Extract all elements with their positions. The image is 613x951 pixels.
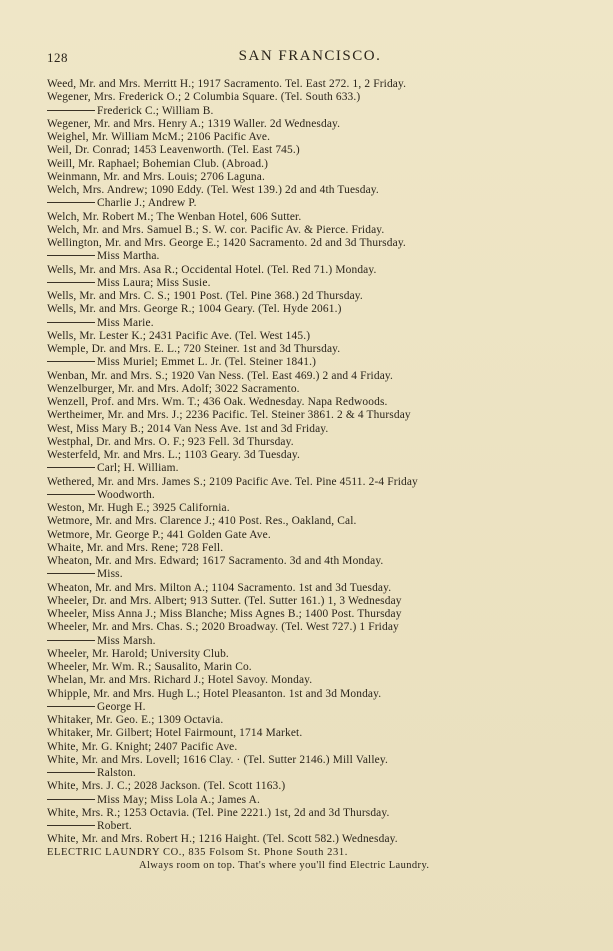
directory-entry — [47, 436, 573, 449]
directory-entry — [47, 330, 573, 343]
entry-text: Miss Marie. — [97, 316, 154, 329]
entry-text: Welch, Mr. Robert M.; The Wenban Hotel, 606 Sutter. — [47, 210, 302, 223]
directory-entry-continuation — [47, 635, 573, 648]
directory-entry — [47, 621, 573, 634]
directory-entry — [47, 370, 573, 383]
entry-text: Whaite, Mr. and Mrs. Rene; 728 Fell. — [47, 541, 224, 554]
directory-entry — [47, 476, 573, 489]
directory-entry-continuation — [47, 462, 573, 475]
continuation-dash — [47, 322, 95, 323]
directory-entry — [47, 423, 573, 436]
directory-entry — [47, 608, 573, 621]
directory-entry-continuation — [47, 105, 573, 118]
entry-text: White, Mrs. R.; 1253 Octavia. (Tel. Pine 2221.) 1st, 2d and 3d Thursday. — [47, 806, 390, 819]
entry-text: Woodworth. — [97, 488, 155, 501]
entry-text: Wetmore, Mr. George P.; 441 Golden Gate Ave. — [47, 528, 271, 541]
directory-entry-continuation — [47, 820, 573, 833]
directory-entry — [47, 727, 573, 740]
entry-text: Weighel, Mr. William McM.; 2106 Pacific Ave. — [47, 131, 271, 143]
entry-text: West, Miss Mary B.; 2014 Van Ness Ave. 1st and 3d Friday. — [47, 422, 329, 435]
directory-entry — [47, 449, 573, 462]
directory-entry-continuation — [47, 767, 573, 780]
directory-entry — [47, 688, 573, 701]
entry-text: White, Mrs. J. C.; 2028 Jackson. (Tel. Scott 1163.) — [47, 780, 286, 793]
entry-text: Wegener, Mrs. Frederick O.; 2 Columbia Square. (Tel. South 633.) — [47, 91, 361, 104]
directory-entry — [47, 542, 573, 555]
advertisement-line-1: ELECTRIC LAUNDRY CO., 835 Folsom St. Phone South 231. — [47, 846, 348, 858]
directory-entry — [47, 303, 573, 316]
entry-text: Wenban, Mr. and Mrs. S.; 1920 Van Ness. (Tel. East 469.) 2 and 4 Friday. — [47, 369, 394, 382]
entry-text: Frederick C.; William B. — [97, 104, 214, 117]
entry-text: Wheeler, Mr. Wm. R.; Sausalito, Marin Co. — [47, 661, 252, 673]
continuation-dash — [47, 494, 95, 495]
entry-text: Westphal, Dr. and Mrs. O. F.; 923 Fell. 3d Thursday. — [47, 435, 294, 448]
entry-text: Wheeler, Dr. and Mrs. Albert; 913 Sutter. (Tel. Sutter 161.) 1, 3 Wednesday — [47, 594, 402, 607]
directory-entry-continuation — [47, 277, 573, 290]
entry-text: Carl; H. William. — [97, 462, 179, 475]
directory-entries — [47, 78, 573, 847]
directory-entry — [47, 383, 573, 396]
entry-text: Miss May; Miss Lola A.; James A. — [97, 793, 261, 806]
entry-text: Weill, Mr. Raphael; Bohemian Club. (Abroad.) — [47, 157, 269, 170]
continuation-dash — [47, 202, 95, 203]
entry-text: Weil, Dr. Conrad; 1453 Leavenworth. (Tel. East 745.) — [47, 144, 300, 157]
directory-entry — [47, 211, 573, 224]
entry-text: White, Mr. and Mrs. Robert H.; 1216 Haight. (Tel. Scott 582.) Wednesday. — [47, 833, 398, 846]
entry-text: Wethered, Mr. and Mrs. James S.; 2109 Pacific Ave. Tel. Pine 4511. 2-4 Friday — [47, 475, 418, 488]
entry-text: Whitaker, Mr. Geo. E.; 1309 Octavia. — [47, 714, 224, 726]
page-number: 128 — [47, 50, 68, 65]
entry-text: Wells, Mr. and Mrs. Asa R.; Occidental Hotel. (Tel. Red 71.) Monday. — [47, 263, 377, 276]
directory-entry-continuation — [47, 356, 573, 369]
entry-text: Weed, Mr. and Mrs. Merritt H.; 1917 Sacramento. Tel. East 272. 1, 2 Friday. — [47, 78, 407, 90]
continuation-dash — [47, 467, 95, 468]
entry-text: Weinmann, Mr. and Mrs. Louis; 2706 Laguna. — [47, 170, 265, 183]
entry-text: Westerfeld, Mr. and Mrs. L.; 1103 Geary. 3d Tuesday. — [47, 449, 301, 461]
directory-entry — [47, 91, 573, 104]
entry-text: Miss. — [97, 568, 123, 581]
directory-entry — [47, 555, 573, 568]
directory-entry-continuation — [47, 317, 573, 330]
directory-entry — [47, 741, 573, 754]
directory-entry — [47, 396, 573, 409]
directory-entry-continuation — [47, 197, 573, 210]
directory-entry — [47, 674, 573, 687]
directory-entry-continuation — [47, 701, 573, 714]
entry-text: Welch, Mrs. Andrew; 1090 Eddy. (Tel. West 139.) 2d and 4th Tuesday. — [47, 184, 379, 196]
entry-text: Wells, Mr. Lester K.; 2431 Pacific Ave. (Tel. West 145.) — [47, 329, 311, 342]
directory-entry — [47, 237, 573, 250]
directory-entry — [47, 158, 573, 171]
entry-text: Miss Marsh. — [97, 634, 156, 647]
entry-text: Wheaton, Mr. and Mrs. Edward; 1617 Sacramento. 3d and 4th Monday. — [47, 555, 384, 567]
entry-text: Wellington, Mr. and Mrs. George E.; 1420 Sacramento. 2d and 3d Thursday. — [47, 237, 406, 249]
entry-text: Wheaton, Mr. and Mrs. Milton A.; 1104 Sacramento. 1st and 3d Tuesday. — [47, 581, 392, 594]
entry-text: Wenzell, Prof. and Mrs. Wm. T.; 436 Oak. Wednesday. Napa Redwoods. — [47, 396, 388, 408]
entry-text: Wenzelburger, Mr. and Mrs. Adolf; 3022 Sacramento. — [47, 382, 300, 395]
entry-text: Charlie J.; Andrew P. — [97, 197, 197, 210]
entry-text: Miss Muriel; Emmet L. Jr. (Tel. Steiner 1841.) — [97, 356, 317, 369]
directory-entry — [47, 661, 573, 674]
entry-text: White, Mr. G. Knight; 2407 Pacific Ave. — [47, 740, 238, 753]
directory-entry-continuation — [47, 250, 573, 263]
directory-entry-continuation — [47, 794, 573, 807]
continuation-dash — [47, 110, 95, 111]
continuation-dash — [47, 255, 95, 256]
continuation-dash — [47, 573, 95, 574]
continuation-dash — [47, 282, 95, 283]
entry-text: Wells, Mr. and Mrs. C. S.; 1901 Post. (Tel. Pine 368.) 2d Thursday. — [47, 290, 363, 302]
entry-text: Wetmore, Mr. and Mrs. Clarence J.; 410 Post. Res., Oakland, Cal. — [47, 515, 357, 528]
entry-text: Weston, Mr. Hugh E.; 3925 California. — [47, 502, 230, 514]
entry-text: Whipple, Mr. and Mrs. Hugh L.; Hotel Pleasanton. 1st and 3d Monday. — [47, 687, 382, 700]
directory-entry — [47, 409, 573, 422]
directory-entry-continuation — [47, 568, 573, 581]
continuation-dash — [47, 772, 95, 773]
directory-entry — [47, 780, 573, 793]
entry-text: Wheeler, Miss Anna J.; Miss Blanche; Miss Agnes B.; 1400 Post. Thursday — [47, 608, 402, 620]
entry-text: Whelan, Mr. and Mrs. Richard J.; Hotel Savoy. Monday. — [47, 674, 313, 687]
directory-entry-continuation — [47, 489, 573, 502]
directory-entry — [47, 515, 573, 528]
entry-text: Wegener, Mr. and Mrs. Henry A.; 1319 Waller. 2d Wednesday. — [47, 117, 341, 130]
entry-text: Ralston. — [97, 767, 136, 779]
entry-text: George H. — [97, 700, 146, 713]
directory-entry — [47, 118, 573, 131]
entry-text: Miss Laura; Miss Susie. — [97, 276, 211, 289]
entry-text: Robert. — [97, 820, 132, 832]
directory-entry — [47, 171, 573, 184]
directory-entry — [47, 264, 573, 277]
directory-entry — [47, 343, 573, 356]
directory-entry — [47, 144, 573, 157]
directory-entry — [47, 224, 573, 237]
entry-text: Wertheimer, Mr. and Mrs. J.; 2236 Pacific. Tel. Steiner 3861. 2 & 4 Thursday — [47, 409, 411, 422]
entry-text: Welch, Mr. and Mrs. Samuel B.; S. W. cor. Pacific Av. & Pierce. Friday. — [47, 223, 385, 236]
directory-entry — [47, 78, 573, 91]
directory-entry — [47, 131, 573, 144]
entry-text: Wheeler, Mr. and Mrs. Chas. S.; 2020 Broadway. (Tel. West 727.) 1 Friday — [47, 621, 399, 634]
entry-text: Wemple, Dr. and Mrs. E. L.; 720 Steiner. 1st and 3d Thursday. — [47, 343, 341, 355]
directory-entry — [47, 582, 573, 595]
entry-text: Miss Martha. — [97, 250, 160, 263]
entry-text: Wheeler, Mr. Harold; University Club. — [47, 647, 229, 660]
entry-text: White, Mr. and Mrs. Lovell; 1616 Clay. · (Tel. Sutter 2146.) Mill Valley. — [47, 753, 388, 766]
running-head: SAN FRANCISCO. — [238, 48, 382, 64]
continuation-dash — [47, 799, 95, 800]
directory-entry — [47, 714, 573, 727]
continuation-dash — [47, 706, 95, 707]
directory-entry — [47, 754, 573, 767]
directory-entry — [47, 648, 573, 661]
page-header — [47, 48, 573, 70]
directory-entry — [47, 807, 573, 820]
directory-entry — [47, 290, 573, 303]
directory-entry — [47, 502, 573, 515]
directory-entry — [47, 529, 573, 542]
directory-entry — [47, 595, 573, 608]
advertisement-line-2: Always room on top. That's where you'll find Electric Laundry. — [139, 859, 430, 871]
directory-entry — [47, 833, 573, 846]
entry-text: Whitaker, Mr. Gilbert; Hotel Fairmount, 1714 Market. — [47, 727, 303, 740]
continuation-dash — [47, 825, 95, 826]
continuation-dash — [47, 361, 95, 362]
continuation-dash — [47, 640, 95, 641]
directory-entry — [47, 184, 573, 197]
entry-text: Wells, Mr. and Mrs. George R.; 1004 Geary. (Tel. Hyde 2061.) — [47, 303, 342, 316]
